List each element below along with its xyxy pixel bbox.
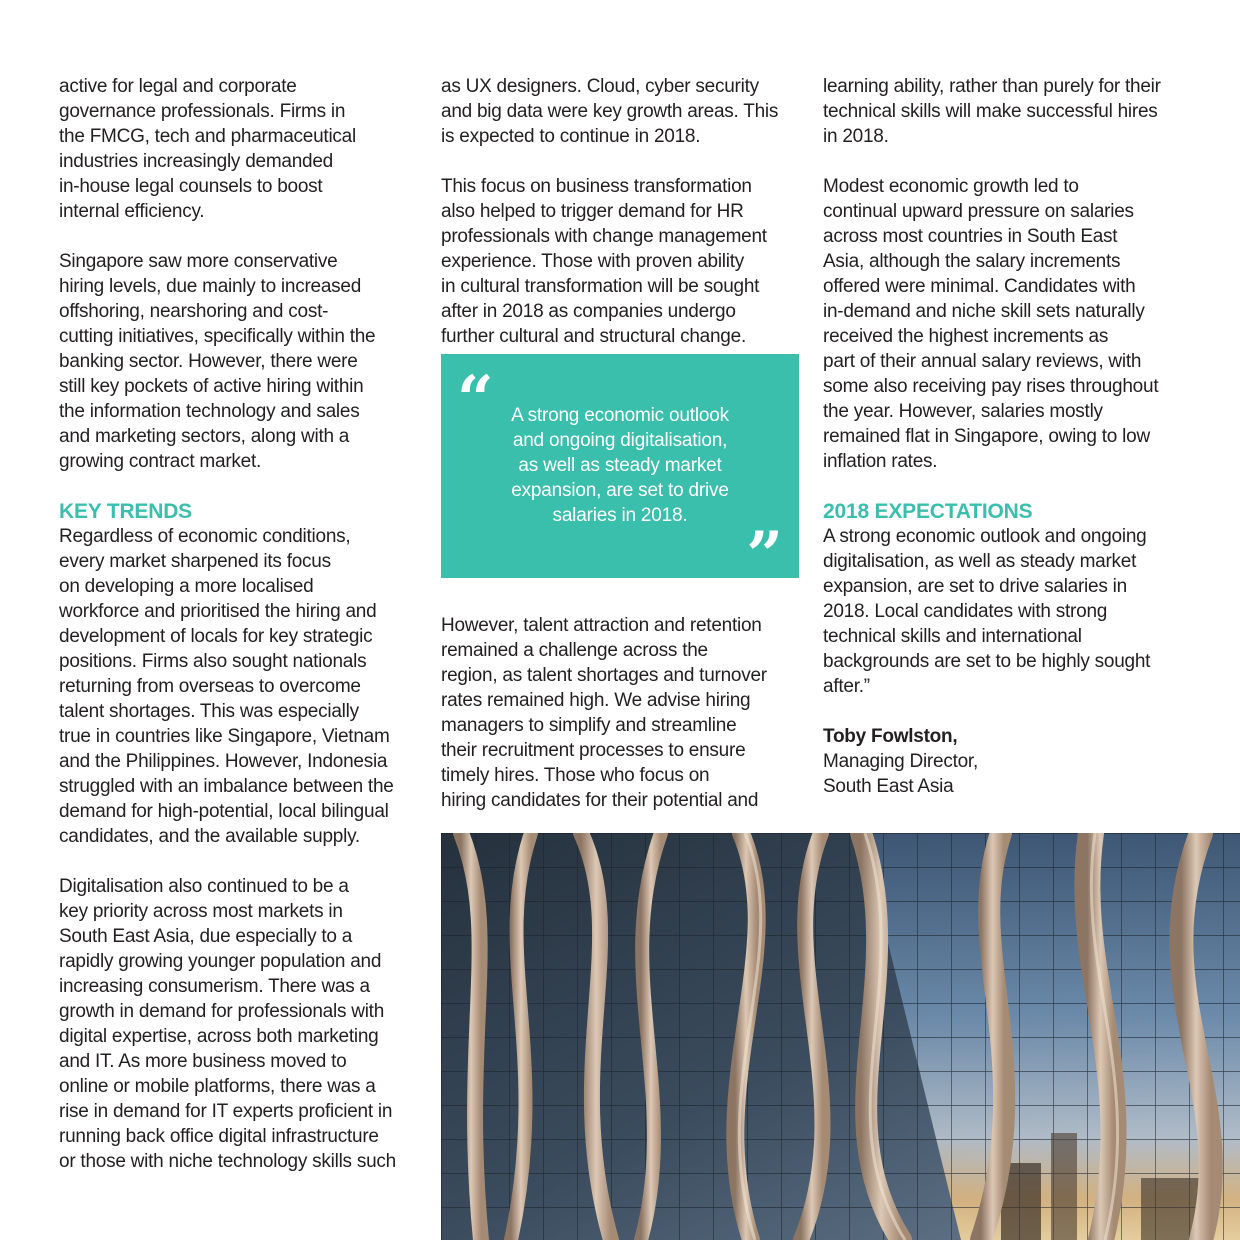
text-line: digital expertise, across both marketing [59, 1026, 379, 1047]
text-line: received the highest increments as [823, 326, 1109, 347]
text-line: the information technology and sales [59, 401, 360, 422]
text-line: running back office digital infrastructure [59, 1126, 379, 1147]
text-line: backgrounds are set to be highly sought [823, 651, 1151, 672]
signature-name: Toby Fowlston, [823, 726, 958, 747]
building-facade-photo [441, 833, 1240, 1240]
text-line: Modest economic growth led to [823, 176, 1079, 197]
col1-paragraph-1 [59, 74, 421, 224]
text-line: cutting initiatives, specifically within the [59, 326, 376, 347]
col3-paragraph-3 [823, 524, 1185, 699]
building-photo-icon [441, 833, 1240, 1240]
text-line: in 2018. [823, 126, 889, 147]
text-line: and marketing sectors, along with a [59, 426, 350, 447]
signature-region: South East Asia [823, 776, 954, 797]
text-line: returning from overseas to overcome [59, 676, 361, 697]
col2-paragraph-2 [441, 174, 801, 349]
signature-block [823, 724, 1185, 799]
pull-quote-text [481, 403, 759, 528]
col2-paragraph-3 [441, 613, 801, 813]
text-line: development of locals for key strategic [59, 626, 373, 647]
text-line: some also receiving pay rises throughout [823, 376, 1159, 397]
text-line: Asia, although the salary increments [823, 251, 1121, 272]
text-line: managers to simplify and streamline [441, 715, 737, 736]
text-line: offered were minimal. Candidates with [823, 276, 1136, 297]
text-line: and the Philippines. However, Indonesia [59, 751, 388, 772]
text-line: remained flat in Singapore, owing to low [823, 426, 1150, 447]
expectations-heading: 2018 EXPECTATIONS [823, 500, 1033, 523]
text-line: workforce and prioritised the hiring and [59, 601, 377, 622]
text-line: timely hires. Those who focus on [441, 765, 710, 786]
col2-paragraph-1 [441, 74, 801, 149]
open-quote-icon: “ [457, 362, 494, 437]
text-line: part of their annual salary reviews, with [823, 351, 1142, 372]
text-line: after in 2018 as companies undergo [441, 301, 736, 322]
text-line: the year. However, salaries mostly [823, 401, 1103, 422]
text-line: in-house legal counsels to boost [59, 176, 323, 197]
text-line: growth in demand for professionals with [59, 1001, 385, 1022]
text-line: demand for high-potential, local bilingual [59, 801, 389, 822]
text-line: increasing consumerism. There was a [59, 976, 370, 997]
text-line: industries increasingly demanded [59, 151, 333, 172]
text-line: remained a challenge across the [441, 640, 708, 661]
quote-line: A strong economic outlook [511, 405, 729, 426]
text-line: still key pockets of active hiring within [59, 376, 364, 397]
text-line: experience. Those with proven ability [441, 251, 745, 272]
text-line: 2018. Local candidates with strong [823, 601, 1108, 622]
article-column-1 [59, 74, 421, 1174]
text-line: learning ability, rather than purely for their [823, 76, 1161, 97]
text-line: expansion, are set to drive salaries in [823, 576, 1127, 597]
text-line: banking sector. However, there were [59, 351, 358, 372]
col1-paragraph-2 [59, 249, 421, 474]
text-line: and big data were key growth areas. This [441, 101, 779, 122]
text-line: further cultural and structural change. [441, 326, 746, 347]
text-line: as UX designers. Cloud, cyber security [441, 76, 759, 97]
text-line: technical skills will make successful hires [823, 101, 1158, 122]
text-line: hiring levels, due mainly to increased [59, 276, 362, 297]
text-line: on developing a more localised [59, 576, 314, 597]
text-line: Regardless of economic conditions, [59, 526, 351, 547]
text-line: after.” [823, 676, 870, 697]
text-line: This focus on business transformation [441, 176, 752, 197]
text-line: candidates, and the available supply. [59, 826, 360, 847]
text-line: in-demand and niche skill sets naturally [823, 301, 1145, 322]
text-line: South East Asia, due especially to a [59, 926, 353, 947]
text-line: is expected to continue in 2018. [441, 126, 701, 147]
text-line: Digitalisation also continued to be a [59, 876, 349, 897]
text-line: However, talent attraction and retention [441, 615, 762, 636]
text-line: internal efficiency. [59, 201, 205, 222]
text-line: A strong economic outlook and ongoing [823, 526, 1147, 547]
text-line: across most countries in South East [823, 226, 1118, 247]
text-line: governance professionals. Firms in [59, 101, 346, 122]
text-line: digitalisation, as well as steady market [823, 551, 1137, 572]
text-line: online or mobile platforms, there was a [59, 1076, 376, 1097]
text-line: growing contract market. [59, 451, 262, 472]
text-line: professionals with change management [441, 226, 767, 247]
quote-line: and ongoing digitalisation, [512, 430, 728, 451]
text-line: positions. Firms also sought nationals [59, 651, 367, 672]
text-line: every market sharpened its focus [59, 551, 331, 572]
text-line: key priority across most markets in [59, 901, 343, 922]
text-line: rapidly growing younger population and [59, 951, 382, 972]
text-line: struggled with an imbalance between the [59, 776, 394, 797]
text-line: Singapore saw more conservative [59, 251, 338, 272]
quote-line: expansion, are set to drive [511, 480, 729, 501]
text-line: continual upward pressure on salaries [823, 201, 1134, 222]
text-line: active for legal and corporate [59, 76, 297, 97]
pull-quote-box [441, 354, 799, 593]
text-line: region, as talent shortages and turnover [441, 665, 767, 686]
text-line: true in countries like Singapore, Vietnam [59, 726, 390, 747]
text-line: the FMCG, tech and pharmaceutical [59, 126, 356, 147]
text-line: and IT. As more business moved to [59, 1051, 347, 1072]
signature-title: Managing Director, [823, 751, 978, 772]
close-quote-icon: ” [746, 518, 783, 593]
text-line: rise in demand for IT experts proficient in [59, 1101, 393, 1122]
text-line: hiring candidates for their potential and [441, 790, 759, 811]
col1-paragraph-4 [59, 874, 421, 1174]
text-line: rates remained high. We advise hiring [441, 690, 751, 711]
article-column-3 [823, 74, 1185, 799]
text-line: their recruitment processes to ensure [441, 740, 746, 761]
text-line: offshoring, nearshoring and cost- [59, 301, 329, 322]
text-line: or those with niche technology skills such [59, 1151, 396, 1172]
text-line: in cultural transformation will be sought [441, 276, 760, 297]
quote-line: salaries in 2018. [552, 505, 688, 526]
col1-paragraph-3 [59, 524, 421, 849]
text-line: talent shortages. This was especially [59, 701, 359, 722]
col3-paragraph-2 [823, 174, 1185, 474]
key-trends-heading: KEY TRENDS [59, 500, 192, 523]
text-line: technical skills and international [823, 626, 1082, 647]
text-line: inflation rates. [823, 451, 938, 472]
col3-paragraph-1 [823, 74, 1185, 149]
text-line: also helped to trigger demand for HR [441, 201, 744, 222]
quote-line: as well as steady market [518, 455, 722, 476]
